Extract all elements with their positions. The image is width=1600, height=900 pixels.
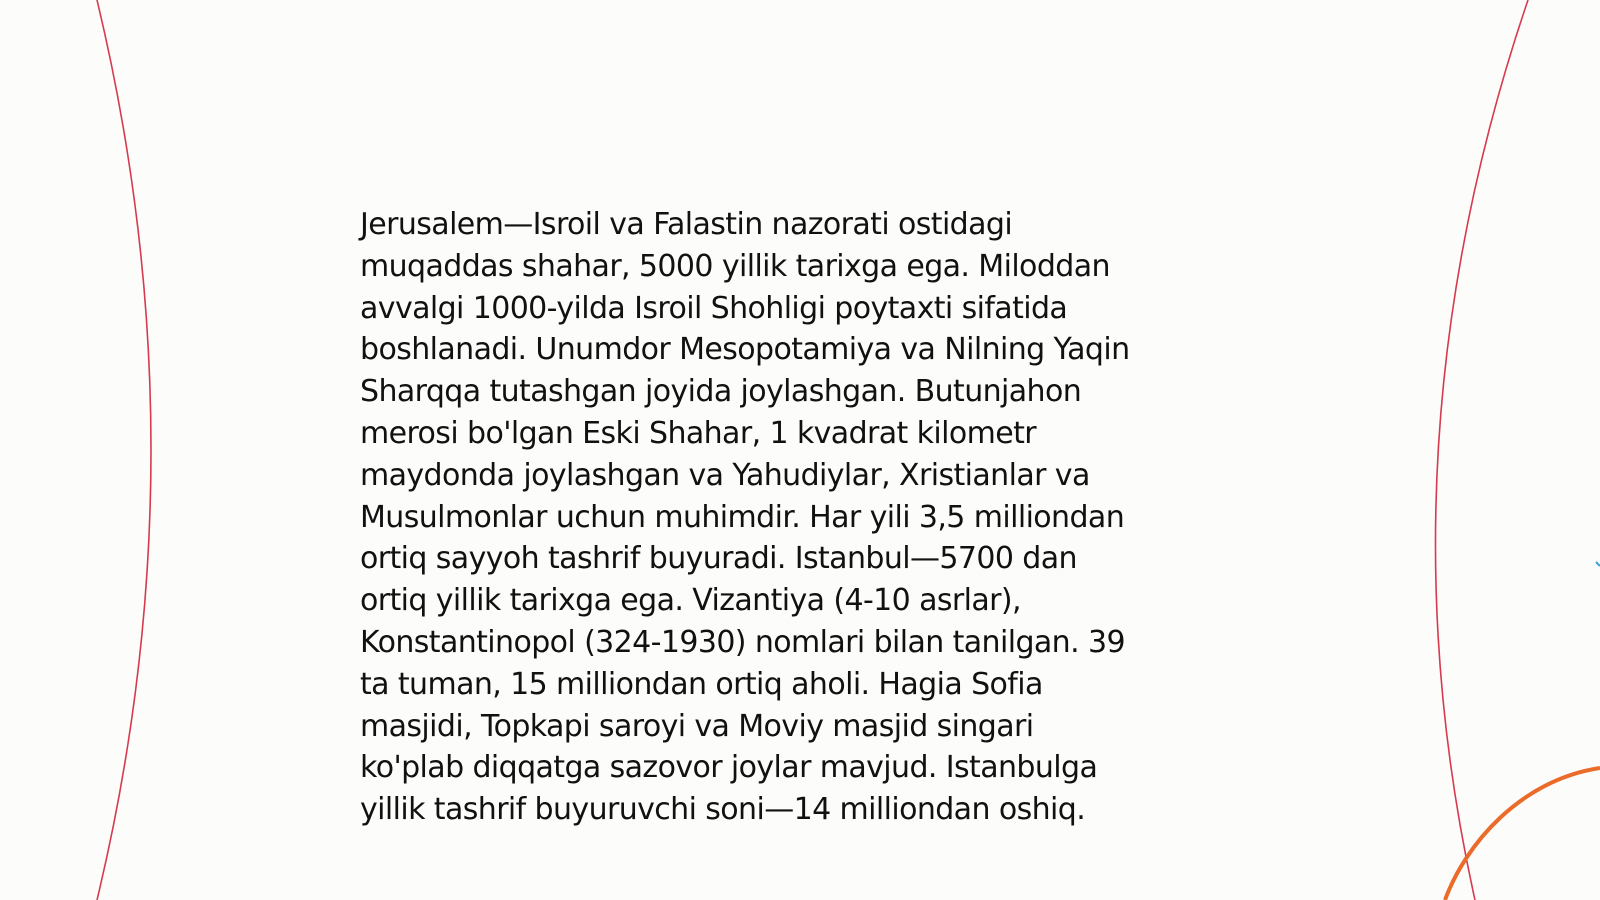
blue-accent-mark (1596, 562, 1600, 566)
left-curve-line (97, 0, 151, 900)
right-curve-line (1435, 0, 1528, 900)
body-text: Jerusalem—Isroil va Falastin nazorati ostidagi muqaddas shahar, 5000 yillik tarixga ega. Miloddan avvalgi 1000-yilda Isroil Shohligi poytaxti sifatida boshlanadi. Unumdor Mesopotamiya va Nilning Yaqin Sharqqa tutashgan joyida joylashgan. Butunjahon merosi bo'lgan Eski Shahar, 1 kvadrat kilometr maydonda joylashgan va Yahudiylar, Xristianlar va Musulmonlar uchun muhimdir. Har yili 3,5 milliondan ortiq sayyoh tashrif buyuradi. Istanbul—5700 dan ortiq yillik tarixga ega. Vizantiya (4-10 asrlar), Konstantinopol (324-1930) nomlari bilan tanilgan. 39 ta tuman, 15 milliondan ortiq aholi. Hagia Sofia masjidi, Topkapi saroyi va Moviy masjid singari ko'plab diqqatga sazovor joylar mavjud. Istanbulga yillik tashrif buyuruvchi soni—14 milliondan oshiq. (360, 207, 1130, 828)
orange-arc (1445, 768, 1600, 900)
